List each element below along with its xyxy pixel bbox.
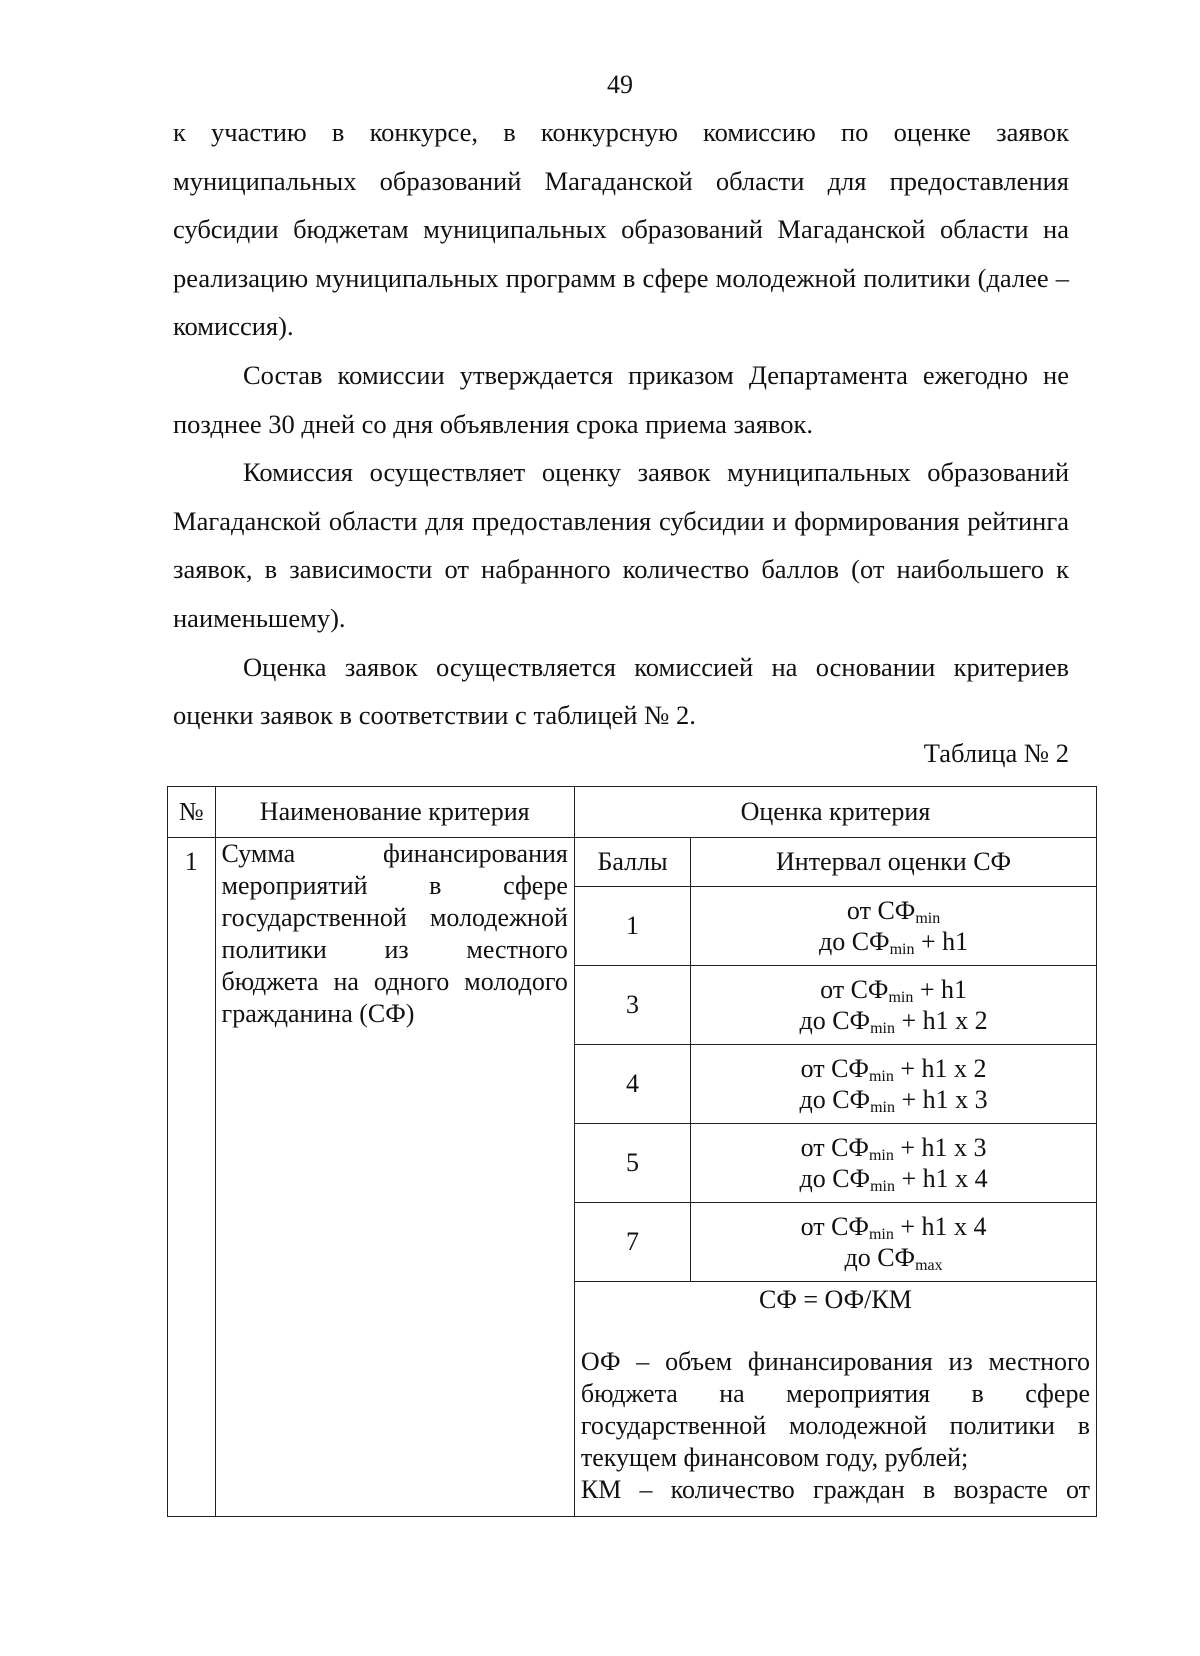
score-interval: [691, 887, 1097, 966]
subheader-points: Баллы: [574, 838, 690, 887]
score-interval: [691, 1203, 1097, 1282]
table-header-row: [168, 787, 1097, 838]
interval-to: до $СФ_{min} + h1$: [818, 927, 969, 958]
formula-explanation: ОФ – объем финансирования из местного бюджета на мероприятия в сфере государственной молодежной политики в текущем финансовом году, рублей;: [580, 1347, 1090, 1472]
row-number: 1: [168, 838, 216, 1517]
formula-cell: [574, 1282, 1096, 1517]
header-evaluation: Оценка критерия: [574, 787, 1096, 838]
interval-from: от $СФ_{min} + h1$ x 3: [800, 1133, 987, 1164]
paragraph: Оценка заявок осуществляется комиссией на основании критериев оценки заявок в соответствии с таблицей № 2.: [173, 651, 1069, 731]
interval-to: до $СФ_{max}$: [844, 1243, 943, 1274]
criterion-name: Сумма финансирования мероприятий в сфере государственной молодежной политики из местного бюджета на одного молодого гражданина (СФ): [215, 838, 574, 1517]
criteria-table: [167, 786, 1097, 1517]
paragraph: к участию в конкурсе, в конкурсную комиссию по оценке заявок муниципальных образований Магаданской области для предоставления субсидии бюджетам муниципальных образований Магаданской области на реализацию муниципальных программ в сфере молодежной политики (далее – комиссия).: [173, 117, 1069, 342]
interval-from: от $СФ_{min} + h1$ x 4: [800, 1212, 987, 1243]
score-interval: [691, 1045, 1097, 1124]
interval-from: от $СФ_{min} + h1$: [820, 975, 968, 1006]
interval-from: от $СФ_{min}$: [846, 896, 941, 927]
score-points: 5: [574, 1124, 690, 1203]
table-caption: Таблица № 2: [923, 738, 1069, 768]
score-points: 7: [574, 1203, 690, 1282]
subheader-interval: Интервал оценки СФ: [691, 838, 1097, 887]
interval-to: до $СФ_{min} + h1$ x 3: [799, 1085, 988, 1116]
page-number: 49: [607, 70, 633, 99]
header-number: №: [168, 787, 216, 838]
paragraph: Состав комиссии утверждается приказом Департамента ежегодно не позднее 30 дней со дня объявления срока приема заявок.: [173, 359, 1069, 439]
formula-explanation: КМ – количество граждан в возрасте от: [580, 1475, 1090, 1504]
body-text: [173, 108, 1069, 740]
score-interval: [691, 1124, 1097, 1203]
interval-from: от $СФ_{min} + h1$ x 2: [800, 1054, 987, 1085]
score-points: 3: [574, 966, 690, 1045]
interval-to: до $СФ_{min} + h1$ x 4: [799, 1164, 988, 1195]
paragraph: Комиссия осуществляет оценку заявок муниципальных образований Магаданской области для предоставления субсидии и формирования рейтинга заявок, в зависимости от набранного количество баллов (от наибольшего к наименьшему).: [173, 457, 1069, 633]
interval-to: до $СФ_{min} + h1$ x 2: [799, 1006, 988, 1037]
score-interval: [691, 966, 1097, 1045]
table-row: [168, 838, 1097, 887]
score-points: 1: [574, 887, 690, 966]
formula: СФ = ОФ/КМ: [759, 1285, 912, 1314]
header-criterion-name: Наименование критерия: [215, 787, 574, 838]
score-points: 4: [574, 1045, 690, 1124]
